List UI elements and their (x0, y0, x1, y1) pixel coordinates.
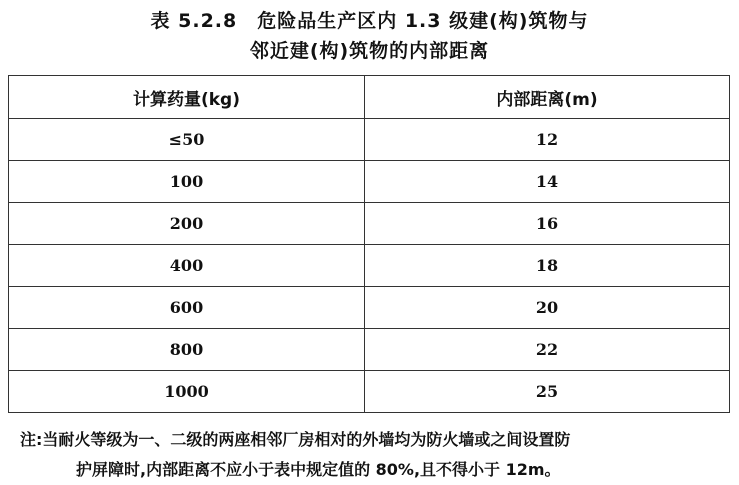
distance-cell: 25 (365, 371, 730, 413)
table-row (9, 287, 730, 329)
table-header-row (9, 76, 730, 119)
charge-quantity-cell: 200 (9, 203, 365, 245)
charge-quantity-cell: 1000 (9, 371, 365, 413)
table-row (9, 329, 730, 371)
header-internal-distance: 内部距离(m) (365, 76, 730, 119)
charge-quantity-cell: 400 (9, 245, 365, 287)
table-row (9, 245, 730, 287)
table-row (9, 119, 730, 161)
table-row (9, 371, 730, 413)
note-line-2: 护屏障时,内部距离不应小于表中规定值的 80%,且不得小于 12m。 (76, 460, 561, 479)
table-title-line-2: 邻近建(构)筑物的内部距离 (249, 40, 490, 62)
distance-cell: 12 (365, 119, 730, 161)
table-note (20, 425, 732, 485)
distance-cell: 14 (365, 161, 730, 203)
table-title-line-1: 表 5.2.8 危险品生产区内 1.3 级建(构)筑物与 (150, 10, 589, 32)
distance-cell: 18 (365, 245, 730, 287)
table-row (9, 203, 730, 245)
distance-table (8, 75, 730, 413)
header-charge-quantity: 计算药量(kg) (9, 76, 365, 119)
note-line-1: 注:当耐火等级为一、二级的两座相邻厂房相对的外墙均为防火墙或之间设置防 (20, 430, 571, 449)
charge-quantity-cell: 100 (9, 161, 365, 203)
distance-cell: 16 (365, 203, 730, 245)
distance-cell: 20 (365, 287, 730, 329)
distance-cell: 22 (365, 329, 730, 371)
table-row (9, 161, 730, 203)
charge-quantity-cell: ≤50 (9, 119, 365, 161)
charge-quantity-cell: 800 (9, 329, 365, 371)
charge-quantity-cell: 600 (9, 287, 365, 329)
